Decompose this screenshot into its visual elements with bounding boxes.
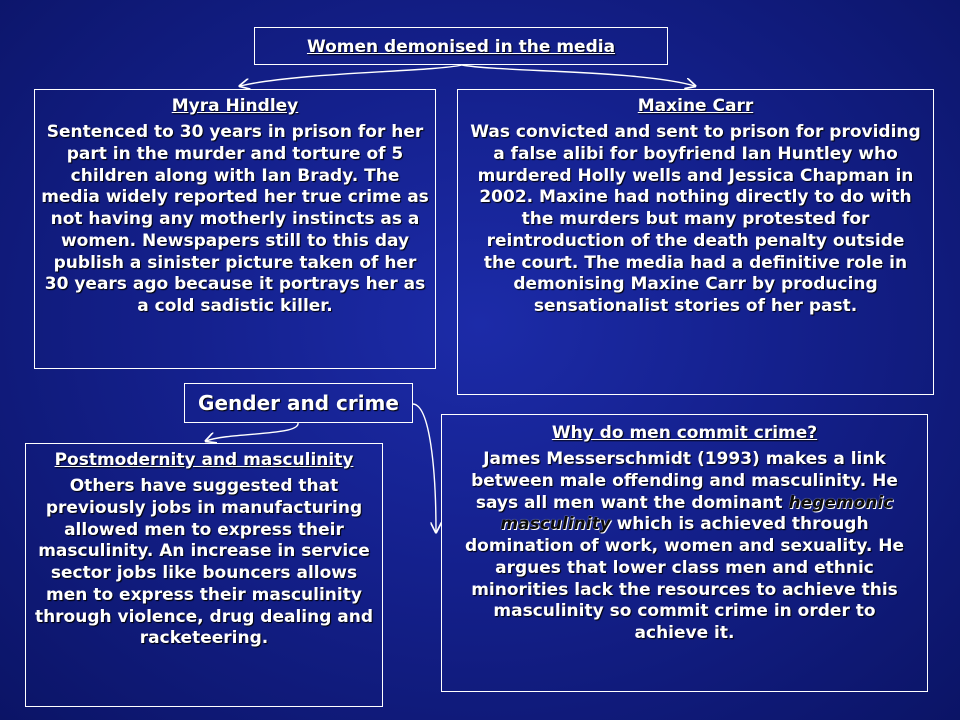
maxine-carr-text: Was convicted and sent to prison for providing a false alibi for boyfriend Ian Huntley who murdered Holly wells and Jessica Chapman in 2002. Maxine had nothing directly to do with the murders but many protested for reintroduction of the death penalty outside the court. The media had a definitive role in demonising Maxine Carr by producing sensationalist stories of her past. <box>470 122 921 316</box>
myra-hindley-box <box>34 89 436 369</box>
arrow-to-why <box>413 404 436 532</box>
postmodernity-box <box>25 443 383 707</box>
why-men-text <box>454 449 915 645</box>
maxine-carr-box <box>457 89 934 395</box>
hegemonic-masculinity-term: hegemonic masculinity <box>500 492 894 535</box>
gender-and-crime-label: Gender and crime <box>198 391 399 415</box>
why-men-box <box>441 414 928 692</box>
postmodernity-text: Others have suggested that previously jobs in manufacturing allowed men to express their masculinity. An increase in service sector jobs like bouncers allows men to express their masculinity through violence, drug dealing and racketeering. <box>34 476 374 649</box>
maxine-carr-heading: Maxine Carr <box>637 96 754 116</box>
myra-hindley-heading: Myra Hindley <box>171 96 299 116</box>
why-men-text-part2: which is achieved through domination of work, women and sexuality. He argues that lower class men and ethnic minorities lack the resources to achieve this masculinity so commit crime in order to achieve it. <box>465 514 904 643</box>
title-box <box>254 27 668 65</box>
postmodernity-heading: Postmodernity and masculinity <box>54 450 354 470</box>
why-men-heading: Why do men commit crime? <box>551 423 818 443</box>
arrow-to-carr <box>462 65 695 86</box>
myra-hindley-text: Sentenced to 30 years in prison for her part in the murder and torture of 5 children along with Ian Brady. The media widely reported her true crime as not having any motherly instincts as a women. Newspapers still to this day publish a sinister picture taken of her 30 years ago because it portrays her as a cold sadistic killer. <box>41 122 429 316</box>
arrow-to-hindley <box>240 65 462 86</box>
page-title: Women demonised in the media <box>306 37 616 57</box>
why-men-text-part1: James Messerschmidt (1993) makes a link between male offending and masculinity. He says all men want the dominant <box>471 449 898 513</box>
arrow-to-postmod <box>206 423 298 441</box>
gender-and-crime-box <box>184 383 413 423</box>
